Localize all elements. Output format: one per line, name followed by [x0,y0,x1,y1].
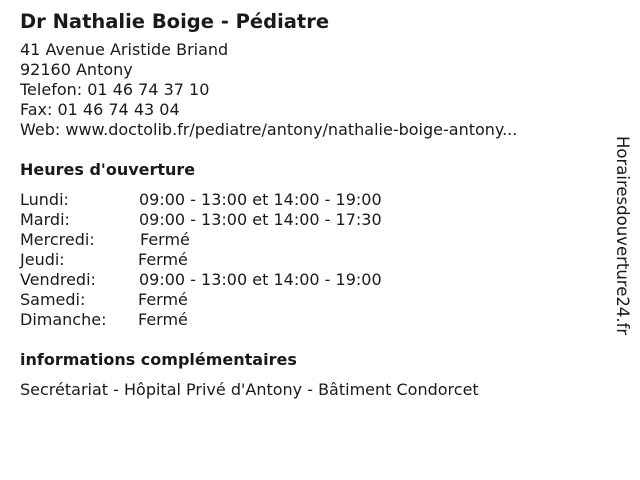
hours-row-thursday [20,250,600,270]
day-hours: Fermé [138,250,188,269]
hours-row-wednesday [20,230,600,250]
hours-row-monday [20,190,600,210]
day-label: Dimanche: [20,310,107,329]
day-hours: 09:00 - 13:00 et 14:00 - 19:00 [139,270,382,289]
fax-number: Fax: 01 46 74 43 04 [20,100,180,119]
opening-hours-heading: Heures d'ouverture [20,160,196,179]
day-label: Samedi: [20,290,86,309]
day-label: Lundi: [20,190,69,209]
hours-row-tuesday [20,210,600,230]
hours-row-saturday [20,290,600,310]
day-label: Mercredi: [20,230,95,249]
listing-card [20,10,600,400]
hours-row-sunday [20,310,600,330]
day-hours: Fermé [140,230,190,249]
day-label: Mardi: [20,210,70,229]
page-title: Dr Nathalie Boige - Pédiatre [20,10,330,33]
day-label: Jeudi: [20,250,65,269]
day-hours: Fermé [138,290,188,309]
site-watermark: Horairesdouverture24.fr [613,136,632,336]
phone-number: Telefon: 01 46 74 37 10 [20,80,210,99]
website-link[interactable]: Web: www.doctolib.fr/pediatre/antony/nathalie-boige-antony... [20,120,518,139]
additional-info-heading: informations complémentaires [20,350,297,369]
additional-info-text: Secrétariat - Hôpital Privé d'Antony - Bâtiment Condorcet [20,380,479,399]
day-hours: 09:00 - 13:00 et 14:00 - 17:30 [139,210,382,229]
hours-row-friday [20,270,600,290]
address-street: 41 Avenue Aristide Briand [20,40,229,59]
opening-hours-list [20,190,600,330]
day-hours: Fermé [138,310,188,329]
day-label: Vendredi: [20,270,96,289]
address-city: 92160 Antony [20,60,133,79]
day-hours: 09:00 - 13:00 et 14:00 - 19:00 [139,190,382,209]
